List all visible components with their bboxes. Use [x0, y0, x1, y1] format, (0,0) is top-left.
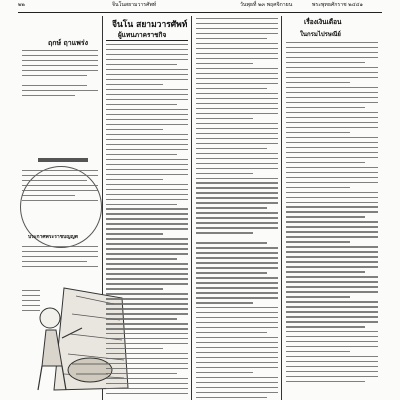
column-divider [191, 16, 192, 400]
column-divider [281, 16, 282, 400]
section-title: ฤกษ์ ฤาแพร่ง [48, 39, 89, 47]
paper-name: จีนโนสยามวารศัพท์ [112, 2, 157, 8]
article-text [196, 18, 278, 402]
header-rule [18, 12, 382, 13]
ornament-bar [38, 158, 88, 162]
illustration-notes [22, 290, 40, 315]
notice-body [22, 246, 98, 271]
year-line: พระพุทธศักราช ๒๔๔๑ [312, 2, 363, 8]
article-text [106, 44, 188, 398]
article-text [22, 50, 98, 100]
masthead-title: จีนโน สยามวารศัพท์ [112, 20, 188, 30]
date-line: วันพุธที่ ๒๓ พฤศจิกายน [240, 2, 293, 8]
masthead-rule [106, 40, 188, 41]
article-subheading: ในกรมไปรษณีย์ [300, 31, 341, 38]
page-number: ๒๒ [18, 2, 25, 8]
notice-caption: ประกาศพระราชบัญญัติ [28, 235, 79, 240]
article-heading: เรื่องเงินเดือน [304, 18, 342, 26]
masthead-subtitle: ผู้แทนภาคราชกิจ [118, 31, 167, 39]
notice-text [22, 170, 98, 205]
article-text [286, 42, 378, 386]
